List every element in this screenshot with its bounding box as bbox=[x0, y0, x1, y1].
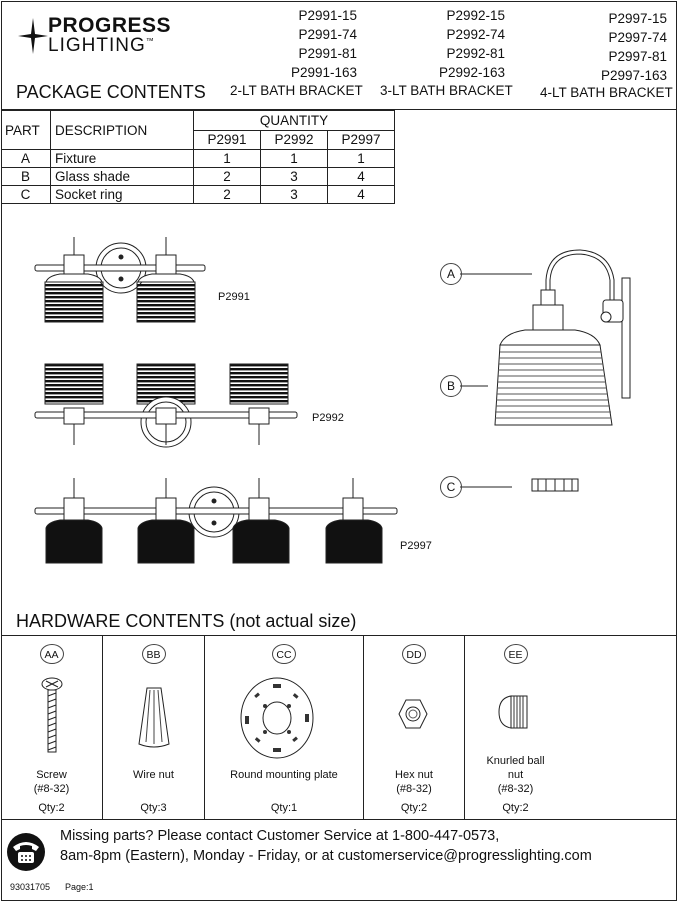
part-cell: C bbox=[1, 186, 51, 204]
telephone-icon bbox=[6, 832, 46, 872]
wire-nut-icon bbox=[133, 684, 175, 754]
table-row bbox=[1, 186, 395, 204]
package-contents-title: PACKAGE CONTENTS bbox=[16, 82, 206, 102]
description-header: DESCRIPTION bbox=[51, 111, 194, 150]
hardware-qty: Qty:2 bbox=[38, 802, 65, 814]
p2991-label: P2991 bbox=[218, 291, 250, 303]
model-number: P2992-74 bbox=[446, 27, 505, 42]
hardware-code: EE bbox=[504, 644, 528, 664]
model-number: P2997-74 bbox=[608, 30, 667, 45]
model-number: P2992-15 bbox=[446, 8, 505, 23]
hardware-qty: Qty:3 bbox=[140, 802, 167, 814]
model-header: P2991 bbox=[194, 130, 261, 150]
hardware-contents-title: HARDWARE CONTENTS (not actual size) bbox=[16, 611, 357, 631]
qty-cell: 4 bbox=[328, 168, 395, 186]
hardware-spec: (#8-32) bbox=[497, 783, 534, 795]
p2992-fixture-drawing bbox=[35, 364, 297, 447]
qty-cell: 1 bbox=[194, 150, 261, 168]
hardware-item-knurled-ball-nut bbox=[465, 636, 566, 819]
bracket-label-4lt: 4-LT BATH BRACKET bbox=[540, 85, 673, 100]
qty-cell: 1 bbox=[328, 150, 395, 168]
hardware-code: AA bbox=[40, 644, 64, 664]
callout-c: C bbox=[440, 476, 462, 498]
page-number: Page:1 bbox=[65, 882, 94, 892]
model-header: P2997 bbox=[328, 130, 395, 150]
quantity-table bbox=[1, 110, 395, 204]
models-col3 bbox=[601, 9, 667, 85]
model-number: P2997-163 bbox=[600, 68, 667, 83]
desc-cell: Fixture bbox=[51, 150, 194, 168]
hardware-item-hex-nut bbox=[364, 636, 465, 819]
p2997-label: P2997 bbox=[400, 540, 432, 552]
model-number: P2997-81 bbox=[608, 49, 667, 64]
model-number: P2991-15 bbox=[298, 8, 357, 23]
brand-logo bbox=[18, 14, 172, 58]
star-logo-icon bbox=[18, 18, 48, 54]
qty-cell: 2 bbox=[194, 168, 261, 186]
hardware-name: Round mounting plate bbox=[230, 769, 338, 781]
model-number: P2991-74 bbox=[298, 27, 357, 42]
contact-line1: Missing parts? Please contact Customer Service at 1-800-447-0573, bbox=[60, 828, 500, 844]
part-cell: B bbox=[1, 168, 51, 186]
desc-cell: Glass shade bbox=[51, 168, 194, 186]
hardware-name: Knurled ball bbox=[486, 755, 545, 767]
brand-line1: PROGRESS bbox=[48, 14, 172, 37]
part-header: PART bbox=[1, 111, 51, 150]
desc-cell: Socket ring bbox=[51, 186, 194, 204]
bracket-label-3lt: 3-LT BATH BRACKET bbox=[380, 83, 513, 98]
hardware-qty: Qty:2 bbox=[502, 802, 529, 814]
model-number: P2991-81 bbox=[298, 46, 357, 61]
quantity-header: QUANTITY bbox=[194, 111, 395, 131]
doc-number: 93031705 bbox=[10, 882, 51, 892]
p2992-label: P2992 bbox=[312, 412, 344, 424]
hardware-item-screw bbox=[1, 636, 103, 819]
hardware-qty: Qty:2 bbox=[400, 802, 428, 814]
qty-cell: 4 bbox=[328, 186, 395, 204]
hardware-name: Hex nut bbox=[395, 769, 433, 781]
round-mounting-plate-icon bbox=[237, 676, 317, 760]
screw-icon bbox=[39, 676, 65, 756]
model-number: P2991-163 bbox=[290, 65, 357, 80]
model-number: P2997-15 bbox=[608, 11, 667, 26]
qty-cell: 3 bbox=[261, 186, 328, 204]
hardware-item-mounting-plate bbox=[205, 636, 364, 819]
divider bbox=[1, 819, 677, 820]
qty-cell: 1 bbox=[261, 150, 328, 168]
qty-cell: 2 bbox=[194, 186, 261, 204]
p2997-fixture-drawing bbox=[35, 478, 397, 563]
hardware-spec: (#8-32) bbox=[396, 783, 432, 795]
model-number: P2992-163 bbox=[438, 65, 505, 80]
side-view-fixture-drawing bbox=[460, 252, 630, 491]
hardware-name: Wire nut bbox=[133, 769, 174, 781]
model-header: P2992 bbox=[261, 130, 328, 150]
callout-b: B bbox=[440, 375, 462, 397]
brand-line2: LIGHTING™ bbox=[48, 35, 155, 56]
fixture-diagrams bbox=[0, 220, 679, 600]
hardware-code: BB bbox=[142, 644, 166, 664]
callout-a: A bbox=[440, 263, 462, 285]
contact-line2: 8am-8pm (Eastern), Monday - Friday, or at customerservice@progresslighting.com bbox=[60, 848, 592, 864]
hex-nut-icon bbox=[397, 698, 429, 730]
hardware-name: Screw bbox=[36, 769, 67, 781]
models-col1 bbox=[291, 6, 357, 82]
models-col2 bbox=[439, 6, 505, 82]
table-row bbox=[1, 168, 395, 186]
hardware-qty: Qty:1 bbox=[270, 802, 298, 814]
hardware-code: CC bbox=[272, 644, 296, 664]
part-cell: A bbox=[1, 150, 51, 168]
hardware-code: DD bbox=[402, 644, 426, 664]
hardware-item-wire-nut bbox=[103, 636, 205, 819]
p2991-fixture-drawing bbox=[35, 237, 205, 322]
table-row bbox=[1, 150, 395, 168]
hardware-name: nut bbox=[507, 769, 524, 781]
knurled-ball-nut-icon bbox=[497, 694, 531, 730]
bracket-label-2lt: 2-LT BATH BRACKET bbox=[230, 83, 363, 98]
qty-cell: 3 bbox=[261, 168, 328, 186]
hardware-spec: (#8-32) bbox=[33, 783, 70, 795]
model-number: P2992-81 bbox=[446, 46, 505, 61]
